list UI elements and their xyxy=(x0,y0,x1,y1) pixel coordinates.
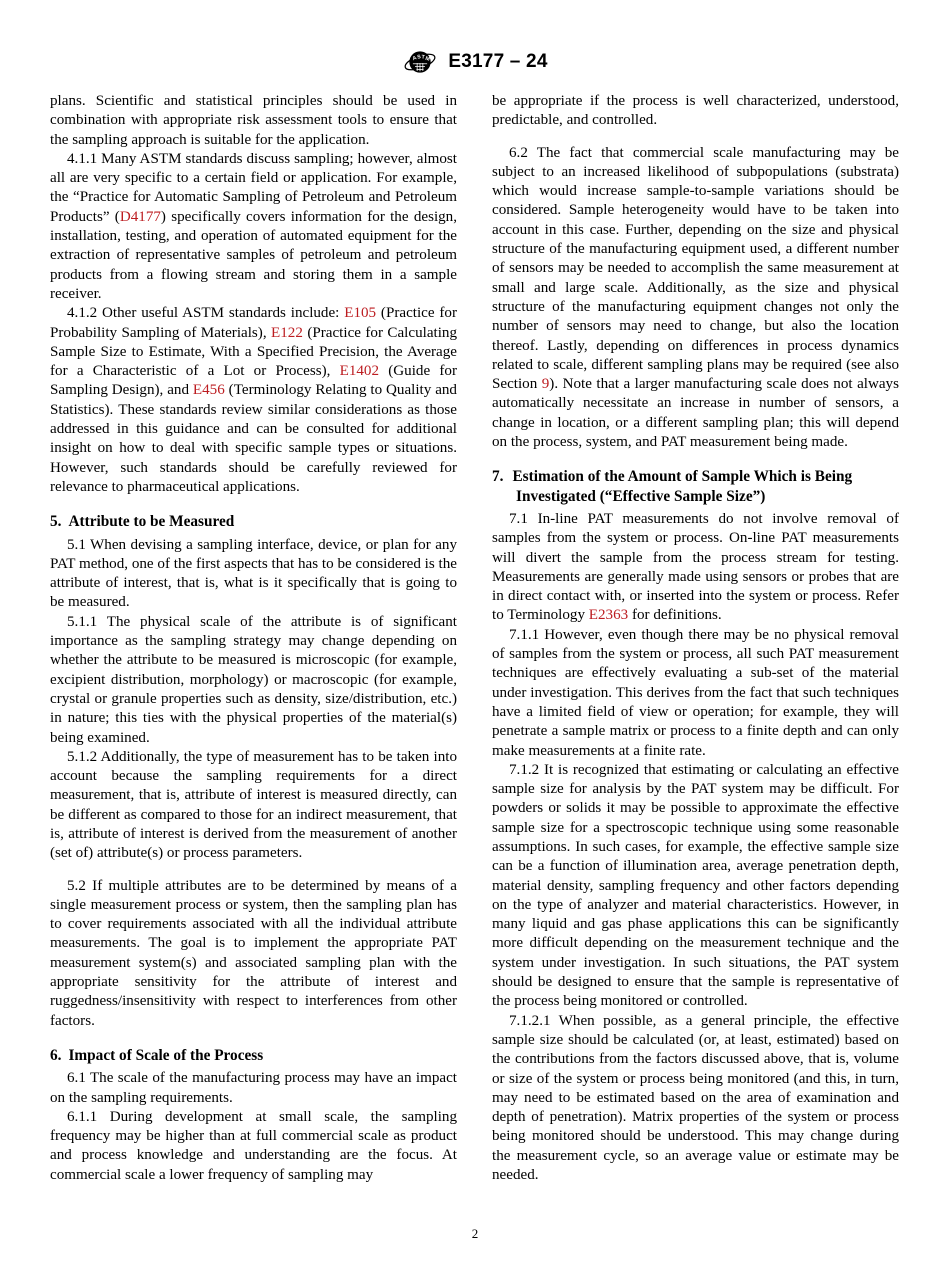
paragraph-6-2 xyxy=(492,144,899,453)
paragraph-5-2: 5.2 If multiple attributes are to be determined by means of a single measurement process or system, then the sampling plan has to cover requirements associated with all the individual attribute measurements. The goal is to implement the appropriate PAT measurement system(s) and associated sampling plan with the appropriate sensitivity for the attribute of interest and ruggedness/insensitivity with respect to interferences from other factors. xyxy=(50,877,457,1029)
page-header xyxy=(0,46,950,78)
paragraph-4-1-1-text-after: ) specifically covers information for the design, installation, testing, and operation of automated equipment for the extraction of representative samples of petroleum and petroleum products from a flowing stream and storing them in a sample receiver. xyxy=(50,208,458,302)
xref-e2363-link[interactable]: E2363 xyxy=(588,607,629,624)
paragraph-4-1-2-seg4: (Guide for Sampling Design), and xyxy=(50,363,457,399)
section-heading-7 xyxy=(492,452,899,510)
xref-d4177-link[interactable]: D4177 xyxy=(119,208,161,225)
paragraph-continued: plans. Scientific and statistical principles should be used in combination with appropriate risk assessment tools to ensure that the sampling approach is suitable for the application. xyxy=(50,93,457,148)
document-body xyxy=(50,92,900,1185)
paragraph-7-1-2: 7.1.2 It is recognized that estimating or calculating an effective sample size for analysis by the PAT system may be difficult. For powders or solids it may be possible to approximate the effective sample size for a spectroscopic technique using some reasonable assumptions. In such cases, for example, the effective sample size can be a function of illumination area, average penetration depth, material density, sampling frequency and other factors depending on the type of analyzer and material characteristics. However, in many liquid and gas phase applications this can be significantly more difficult depending on the measurement technique and the system under investigation. In such situations, the PAT system should be designed to ensure that the sample is representative of the process being monitored or controlled. xyxy=(492,761,899,1010)
paragraph-5-1-1: 5.1.1 The physical scale of the attribute is of significant importance as the sampling strategy may change depending on whether the attribute to be measured is microscopic (for example, excipient distribution, morphology) or macroscopic (for example, crystal or granule properties such as density, size/distribution, etc.) in nature; this ties with the physical properties of the material(s) being examined. xyxy=(50,613,457,746)
paragraph-7-1 xyxy=(492,510,899,626)
section-5-number: 5. xyxy=(50,513,62,531)
paragraph-7-1-1: 7.1.1 However, even though there may be no physical removal of samples from the system or process, all such PAT measurement techniques are effectively evaluating a sub-set of the material under investigation. This derives from the fact that such techniques have a limited field of view or operation; for example, they will penetrate a sample matrix or process to a finite depth and can only make measurements at a finite rate. xyxy=(492,626,899,759)
section-heading-5 xyxy=(50,497,457,535)
section-5-title: Attribute to be Measured xyxy=(68,513,235,531)
section-7-title: Estimation of the Amount of Sample Which is Being Investigated (“Effective Sample Size”) xyxy=(512,468,853,505)
paragraph-4-1-1-text-before: 4.1.1 Many ASTM standards discuss sampling; however, almost all are very specific to a certain field or application. For example, the “Practice for Automatic Sampling of Petroleum and Petroleum Products” ( xyxy=(50,150,457,225)
paragraph-6-2-text-before: 6.2 The fact that commercial scale manufacturing may be subject to an increased likelihood of subpopulations (substrata) which would increase sample-to-sample variations should be considered. Sample heterogeneity would have to be taken into account in this case. Further, depending on the size and physical structure of the manufacturing equipment used, a different number of sensors may be needed to accomplish the same measurement at small and large scale. Additionally, as the size and physical structure of the manufacturing equipment changes not only the number of sensors may need to change, but also the location thereof. Lastly, depending on differences in process dynamics related to scale, different sampling plans may be required (see also Section xyxy=(492,144,899,393)
svg-text:S: S xyxy=(417,54,422,61)
paragraph-4-1-1 xyxy=(50,150,457,304)
paragraph-6-1: 6.1 The scale of the manufacturing process may have an impact on the sampling requirements. xyxy=(50,1070,457,1106)
xref-section-9-link[interactable]: 9 xyxy=(541,376,550,393)
paragraph-5-1-2: 5.1.2 Additionally, the type of measurement has to be taken into account because the sampling requirements for a direct measurement, that is, attribute of interest is measured directly, can be different as compared to those for an indirect measurement, that is, attribute of interest is derived from the measurement of another (set of) attribute(s) or process parameters. xyxy=(50,748,457,862)
paragraph-4-1-2-seg2: (Practice for Probability Sampling of Materials), xyxy=(50,305,458,341)
svg-text:T: T xyxy=(421,54,426,61)
page-footer xyxy=(0,1226,950,1242)
paragraph-5-1: 5.1 When devising a sampling interface, device, or plan for any PAT method, one of the first aspects that has to be considered is the attribute of interest, that is, what is it specifically that is going to be measured. xyxy=(50,536,457,611)
page-number: 2 xyxy=(471,1226,479,1241)
paragraph-continued-right: be appropriate if the process is well characterized, understood, predictable, and controlled. xyxy=(492,93,899,129)
xref-e105-link[interactable]: E105 xyxy=(344,305,377,322)
paragraph-7-1-text-before: 7.1 In-line PAT measurements do not involve removal of samples from the system or process. On-line PAT measurements will divert the sample from the process stream for testing. Measurements are generally made using sensors or probes that are in direct contact with, or inserted into the system or process. Refer to Terminology xyxy=(492,510,899,624)
paragraph-7-1-text-after: for definitions. xyxy=(628,607,722,624)
section-heading-6 xyxy=(50,1031,457,1069)
section-6-number: 6. xyxy=(50,1046,62,1064)
paragraph-6-1-1: 6.1.1 During development at small scale, the sampling frequency may be higher than at full commercial scale as product and process knowledge and understanding are the focus. At commercial scale a lower frequency of sampling may xyxy=(50,1108,457,1183)
astm-logo-icon xyxy=(402,46,438,78)
xref-e456-link[interactable]: E456 xyxy=(192,382,225,399)
svg-text:A: A xyxy=(412,55,418,63)
paragraph-4-1-2 xyxy=(50,304,457,497)
xref-e122-link[interactable]: E122 xyxy=(271,324,303,341)
section-7-number: 7. xyxy=(492,468,504,486)
right-column xyxy=(492,92,899,1185)
xref-e1402-link[interactable]: E1402 xyxy=(339,363,380,380)
paragraph-4-1-2-seg1: 4.1.2 Other useful ASTM standards include: xyxy=(67,305,345,322)
paragraph-6-2-text-after: ). Note that a larger manufacturing scale does not always automatically necessitate an increase in number of sensors, a change in location, or a different sampling plan; this will depend on the process, system, and PAT measurement being made. xyxy=(492,376,899,451)
document-designation: E3177 – 24 xyxy=(448,51,548,72)
section-6-title: Impact of Scale of the Process xyxy=(68,1046,264,1064)
paragraph-4-1-2-seg3: (Practice for Calculating Sample Size to Estimate, With a Specified Precision, the Average for a Characteristic of a Lot or Process), xyxy=(50,324,457,380)
paragraph-4-1-2-seg5: (Terminology Relating to Quality and Statistics). These standards review similar considerations as those addressed in this guidance and can be consulted for additional insight on how to deal with specific sample types or situations. However, such standards should be carefully reviewed for relevance to pharmaceutical applications. xyxy=(50,382,457,495)
paragraph-7-1-2-1: 7.1.2.1 When possible, as a general principle, the effective sample size should be calculated (or, at least, estimated) based on the contributions from the factors discussed above, that is, volume or size of the system or process being monitored (and this, in turn, may need to be estimated based on the area of examination and depth of penetration). Matrix properties of the system or process being monitored should be understood. This may change during the measurement cycle, so an average value or estimate may be needed. xyxy=(492,1012,899,1184)
svg-text:M: M xyxy=(424,55,431,63)
left-column xyxy=(50,92,457,1185)
